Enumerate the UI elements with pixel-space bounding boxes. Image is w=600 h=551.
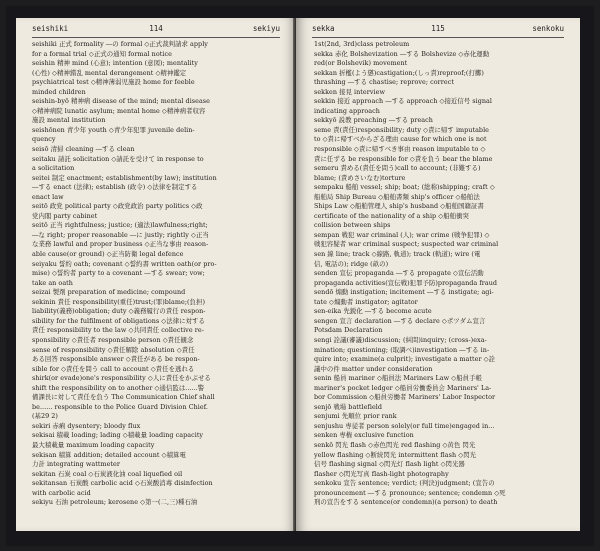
dictionary-line: a solicitation: [32, 164, 75, 173]
right-header-keyword: sekka: [312, 24, 335, 33]
dictionary-line: sible for ◇責任を問う call to account ◇責任を逃れる: [32, 364, 195, 373]
dictionary-line: tate ◇煽動者 instigator; agitator: [314, 297, 418, 306]
dictionary-line: 船舶局 Ship Bureau ◇船舶書類 ship's officer ◇船舶法: [314, 192, 480, 201]
left-header-keyword-end: sekiyu: [252, 24, 280, 33]
dictionary-line: 最大積載量 maximum loading capacity: [32, 440, 155, 449]
dictionary-line: seme 責(責任)responsibility; duty ◇責に帰す imputable: [314, 125, 490, 134]
left-header-rule: [32, 37, 280, 38]
dictionary-line: sekitan 石炭 coal ◇石炭液化油 coal liquefied oil: [32, 469, 183, 478]
dictionary-line: senjō 戦場 battlefield: [314, 402, 383, 411]
right-page-body: [314, 40, 568, 508]
dictionary-line: senin 船員 mariner ◇船員法 Mariners Law ◇船員手帳: [314, 374, 482, 383]
dictionary-line: liability(義務)obligation; duty ◇義務履行の責任 respon-: [32, 307, 206, 316]
dictionary-line: seishin 精神 mind (心意); intention (意図); mentality: [32, 59, 198, 68]
right-header-keyword-end: senkoku: [532, 24, 564, 33]
left-page-number: 114: [149, 24, 163, 33]
dictionary-line: seishōnen 青少年 youth ◇青少年犯罪 juvenile delin-: [32, 125, 195, 134]
dictionary-line: sen 線 line; track ◇線路, 軌道); track (軌道); wire (電: [314, 250, 481, 259]
dictionary-line: sempan 戦犯 war criminal (人); war crime (戦争犯罪) ◇: [314, 230, 490, 239]
dictionary-line: senkoku 宣告 sentence; verdict; (判決)judgment; (宣告の: [314, 479, 495, 488]
dictionary-line: thrashing ―する chastise; reprove; correct: [314, 78, 454, 87]
dictionary-line: shift the responsibility on to another ◇通信監は......警: [32, 383, 205, 392]
dictionary-line: shirk(or evade)one's responsibility ◇人に責任をかぶせる: [32, 374, 211, 383]
dictionary-line: flasher ◇閃光写真 flash-light photography: [314, 469, 449, 478]
dictionary-line: indicating approach: [314, 106, 380, 115]
dictionary-line: sekkin 接近 approach ―する approach ◇接近信号 signal: [314, 97, 492, 106]
right-header-rule: [312, 37, 564, 38]
dictionary-line: sekiri 赤痢 dysentery; bloody flux: [32, 421, 141, 430]
left-page-header: [32, 24, 280, 34]
dictionary-line: 責に任ずる be responsible for ◇責を負う bear the blame: [314, 154, 493, 163]
dictionary-line: ◇精神病院 lunatic asylum; mental home ◇精神病者収容: [32, 106, 206, 115]
dictionary-line: senkō 閃光 flash ◇赤色閃光 red flashing ◇黄色 閃光: [314, 440, 476, 449]
dictionary-line: senken 専権 exclusive function: [314, 431, 414, 440]
dictionary-line: propaganda activities(宣伝戦)犯罪予防)propaganda fraud: [314, 278, 498, 287]
dictionary-line: sengi 詮議(審議)discussion; (糾問)inquiry; (cross-)exa-: [314, 335, 487, 344]
left-page-body: [32, 40, 284, 508]
dictionary-line: 備課長に対して責任を負う The Communication Chief shall: [32, 393, 215, 402]
left-header-keyword: seishiki: [32, 24, 69, 33]
dictionary-line: 議中の件 matter under consideration: [314, 364, 433, 373]
dictionary-line: mariner's pocket ledger ◇船員労働委員会 Mariners' La-: [314, 383, 492, 392]
dictionary-line: (心性) ◇精神錯乱 mental derangement ◇精神鑑定: [32, 68, 187, 77]
dictionary-line: sengen 宣言 declaration ―する declare ◇ポツダム宣言: [314, 316, 486, 325]
dictionary-line: mination; questioning; (取調べ)investigation ―する in-: [314, 345, 490, 354]
dictionary-line: take an oath: [32, 278, 73, 287]
dictionary-line: ―する enact (法律); establish (政令) ◇法律を制定する: [32, 183, 198, 192]
right-page-header: [312, 24, 564, 34]
dictionary-line: sekitansan 石炭酸 carbolic acid ◇石炭酸消毒 disinfection: [32, 479, 213, 488]
open-book: [6, 6, 594, 546]
dictionary-line: minded children: [32, 87, 86, 96]
dictionary-line: seisō 清掃 cleaning ―する clean: [32, 145, 135, 154]
dictionary-line: sekken 接見 interview: [314, 87, 385, 96]
dictionary-line: ある回答 responsible answer ◇責任がある be respon-: [32, 355, 200, 364]
dictionary-line: sendō 煽動 instigation; incitement ―する instigate; agi-: [314, 288, 494, 297]
dictionary-line: (基29 2): [32, 412, 58, 421]
dictionary-line: seishiki 正式 formality ―の formal ◇正式裁判請求 apply: [32, 40, 208, 48]
dictionary-line: quire into; examine(a culprit); investigate a matter ◇詮: [314, 355, 496, 364]
dictionary-line: Potsdam Declaration: [314, 326, 383, 335]
dictionary-line: 1st(2nd, 3rd)class petroleum: [314, 40, 410, 48]
dictionary-line: seitei 制定 enactment; establishment(by law); institution: [32, 173, 217, 182]
dictionary-line: yellow flashing ◇断続閃光 intermittent flash ◇閃光: [314, 450, 477, 459]
dictionary-line: senden 宣伝 propaganda ―する propagate ◇宣伝活動: [314, 269, 484, 278]
dictionary-line: senjumi 先順位 prior rank: [314, 412, 397, 421]
dictionary-line: sibility for the fulfilment of obligations ◇法律に対する: [32, 316, 205, 325]
dictionary-line: 信, 電話の); ridge (畝の): [314, 259, 389, 268]
dictionary-line: seitō 正当 rightfulness; justice; (適法)lawfulness;right;: [32, 221, 208, 230]
dictionary-line: psychiatrical test ◇精神薄弱児施設 home for feeble: [32, 78, 195, 87]
dictionary-line: for a formal trial ◇正式の通知 formal notice: [32, 49, 172, 58]
dictionary-line: sekkan 折檻(よう懲)castigation;(しっ責)reproof;(打擲): [314, 68, 484, 77]
dictionary-line: sekisai 積載 loading; lading ◇積載量 loading capacity: [32, 431, 204, 440]
dictionary-line: sekka 赤化 Bolshevization ―する Bolshevize ◇赤化運動: [314, 49, 490, 58]
dictionary-line: な業務 lawful and proper business ◇正当な事由 reason-: [32, 240, 209, 249]
dictionary-line: 責任 responsibility to the law ◇共同責任 collective re-: [32, 326, 204, 335]
dictionary-line: semeru 責める(責任を問う)call to account; (非難する): [314, 164, 481, 173]
dictionary-line: certificate of the nationality of a ship ◇船舶衝突: [314, 211, 469, 220]
dictionary-line: seizai 製剤 preparation of medicine; compound: [32, 288, 186, 297]
dictionary-line: seitaku 請託 solicitation ◇請託を受けて in response to: [32, 154, 204, 163]
dictionary-line: Ships Law ◇船舶管理人 ship's husband ◇船舶国籍証書: [314, 202, 484, 211]
dictionary-line: quency: [32, 135, 56, 144]
dictionary-line: pronouncement ―する pronounce; sentence; condemn ◇死: [314, 488, 506, 497]
dictionary-line: collision between ships: [314, 221, 391, 230]
dictionary-line: sense of responsibility ◇責任解除 absolution ◇責任: [32, 345, 195, 354]
dictionary-line: 刑の宣告をする sentence(or condemn)(a person) to death: [314, 498, 498, 507]
dictionary-line: be...... responsible to the Police Guard Division Chief.: [32, 402, 208, 411]
dictionary-line: sponsibility ◇責任者 responsible person ◇責任観念: [32, 335, 194, 344]
dictionary-line: seishin-byō 精神病 disease of the mind; mental disease: [32, 97, 210, 106]
dictionary-line: 信号 flashing signal ◇閃光灯 flash light ◇閃光器: [314, 460, 465, 469]
dictionary-line: enact law: [32, 192, 64, 201]
dictionary-line: sekkyō 説教 preaching ―する preach: [314, 116, 433, 125]
dictionary-line: with carbolic acid: [32, 488, 91, 497]
dictionary-line: senjushu 専従者 person solely(or full time)engaged in...: [314, 421, 495, 430]
dictionary-line: red(or Bolshevik) movement: [314, 59, 408, 68]
dictionary-line: mise) ◇誓約者 party to a covenant ―する swear; vow;: [32, 269, 205, 278]
right-page-number: 115: [431, 24, 445, 33]
right-page: [296, 18, 580, 531]
dictionary-line: sekiyu 石油 petroleum; kerosene ◇第一(二,三)種石油: [32, 498, 198, 507]
dictionary-line: to ◇責に帰すべからざる理由 cause for which one is not: [314, 135, 487, 144]
dictionary-line: bor Commission ◇船員労働者 Mariners' Labor Inspector: [314, 393, 496, 402]
dictionary-line: 力計 integrating wattmeter: [32, 460, 120, 469]
dictionary-line: able cause(or ground) ◇正当防衛 legal defence: [32, 250, 184, 259]
dictionary-line: seiyaku 誓約 oath; covenant ◇誓約書 written oath(or pro-: [32, 259, 217, 268]
dictionary-line: 施設 mental institution: [32, 116, 106, 125]
dictionary-line: responsible ◇責に帰すべき事由 reason imputable to ◇: [314, 145, 486, 154]
dictionary-line: sen-eika 先鋭化 ―する become acute: [314, 307, 432, 316]
left-page: [16, 18, 296, 531]
dictionary-line: sempaku 船舶 vessel; ship; boat; (総称)shipping; craft ◇: [314, 183, 495, 192]
dictionary-line: 戦犯容疑者 war criminal suspect; suspected war criminal: [314, 240, 499, 249]
dictionary-line: seitō 政党 political party ◇政党政治 party politics ◇政: [32, 202, 203, 211]
dictionary-line: 党内閣 party cabinet: [32, 211, 98, 220]
dictionary-line: sekinin 責任 responsibility(重任)trust;(罪)blame;(負担): [32, 297, 205, 306]
dictionary-line: ―な right; proper reasonable ―に justly; rightly ◇正当: [32, 230, 209, 239]
dictionary-line: blame; (責めさいなむ)torture: [314, 173, 406, 182]
dictionary-line: sekisan 積算 addition; detailed account ◇積算電: [32, 450, 186, 459]
